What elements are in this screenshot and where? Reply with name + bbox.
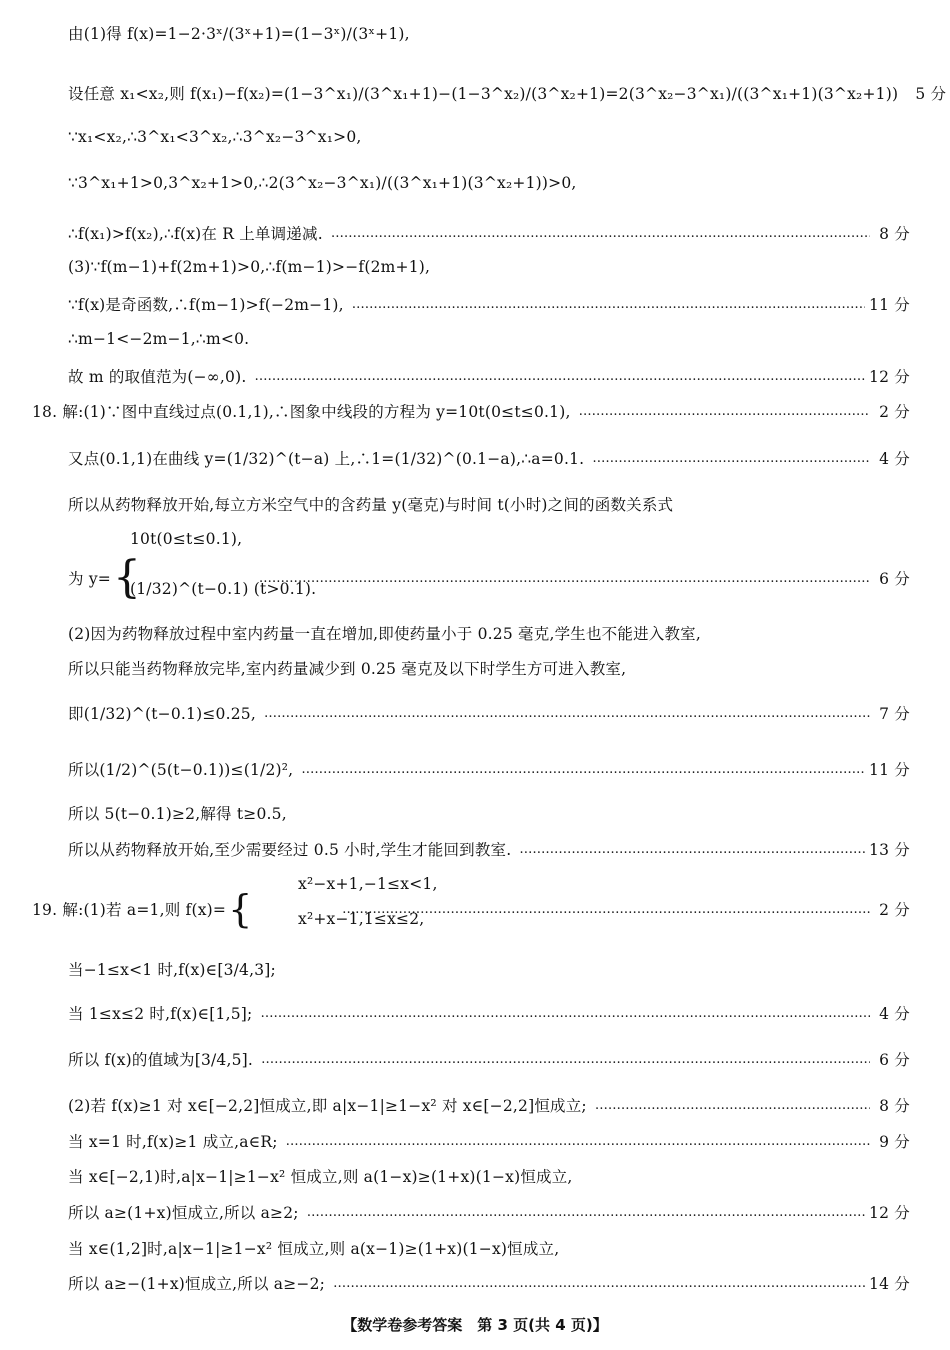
leader-dots: [333, 1276, 865, 1291]
score-label: 14 分: [869, 1275, 910, 1293]
score-label: 6 分: [879, 570, 910, 588]
line-3: ∵x₁<x₂,∴3^x₁<3^x₂,∴3^x₂−3^x₁>0,: [68, 128, 362, 146]
line-2: 设任意 x₁<x₂,则 f(x₁)−f(x₂)=(1−3^x₁)/(3^x₁+1)−(1−3^x₂)/(3^x₂+1)=2(3^x₂−3^x₁)/((3^x₁+1)(3^x₂+1)) 5 分: [68, 82, 910, 104]
score-label: 11 分: [869, 761, 910, 779]
leader-dots: [331, 226, 870, 241]
line-19: 所以从药物释放开始,至少需要经过 0.5 小时,学生才能回到教室. …………………………………………………………………………………………………………………………………………………………………………………………………………………………………………… 13 分: [68, 838, 910, 860]
score-label: 9 分: [879, 1133, 910, 1151]
line-17: 所以(1/2)^(5(t−0.1))≤(1/2)², …………………………………………………………………………………………………………………………………………………………………………………………………………………………………………… 11 分: [68, 758, 910, 780]
leader-dots: [254, 369, 865, 384]
line-20-case-2: x²+x−1,1≤x≤2,: [298, 910, 425, 928]
score-label: 12 分: [869, 1204, 910, 1222]
line-1: 由(1)得 f(x)=1−2·3ˣ/(3ˣ+1)=(1−3ˣ)/(3ˣ+1),: [68, 25, 410, 43]
score-label: 11 分: [869, 296, 910, 314]
line-20-case-1: x²−x+1,−1≤x<1,: [298, 875, 438, 893]
score-label: 12 分: [869, 368, 910, 386]
line-29: 所以 a≥−(1+x)恒成立,所以 a≥−2; …………………………………………………………………………………………………………………………………………………………………………………………………………………………………………… 14 分: [68, 1272, 910, 1294]
line-22: 当 1≤x≤2 时,f(x)∈[1,5]; …………………………………………………………………………………………………………………………………………………………………………………………………………………………………………… 4 分: [68, 1002, 910, 1024]
left-brace-icon: {: [228, 887, 253, 931]
left-brace-icon: {: [112, 552, 142, 603]
score-label: 2 分: [879, 901, 910, 919]
leader-dots: [301, 762, 865, 777]
line-27: 所以 a≥(1+x)恒成立,所以 a≥2; …………………………………………………………………………………………………………………………………………………………………………………………………………………………………………… 12 分: [68, 1201, 910, 1223]
score-label: 5 分: [915, 85, 947, 103]
line-12: 所以从药物释放开始,每立方米空气中的含药量 y(毫克)与时间 t(小时)之间的函数关系式: [68, 496, 674, 514]
line-18: 所以 5(t−0.1)≥2,解得 t≥0.5,: [68, 805, 287, 823]
line-11: 又点(0.1,1)在曲线 y=(1/32)^(t−a) 上,∴1=(1/32)^(0.1−a),∴a=0.1. …………………………………………………………………………………………………………………………………………………………………………………………………………………………………………… 4 分: [68, 447, 910, 469]
score-label: 6 分: [879, 1051, 910, 1069]
line-7: ∵f(x)是奇函数,∴f(m−1)>f(−2m−1), …………………………………………………………………………………………………………………………………………………………………………………………………………………………………………… 11 分: [68, 293, 910, 315]
leader-dots: [307, 1205, 865, 1220]
leader-dots: [264, 706, 870, 721]
line-15: 所以只能当药物释放完毕,室内药量减少到 0.25 毫克及以下时学生方可进入教室,: [68, 660, 627, 678]
line-13-case-2: (1/32)^(t−0.1) (t>0.1).: [130, 580, 317, 598]
score-label: 8 分: [879, 1097, 910, 1115]
line-24: (2)若 f(x)≥1 对 x∈[−2,2]恒成立,即 a|x−1|≥1−x² 对 x∈[−2,2]恒成立; …………………………………………………………………………………………………………………………………………………………………………………………………………………………………………… 8 分: [68, 1094, 910, 1116]
score-label: 4 分: [879, 1005, 910, 1023]
line-16: 即(1/32)^(t−0.1)≤0.25, …………………………………………………………………………………………………………………………………………………………………………………………………………………………………………… 7 分: [68, 702, 910, 724]
leader-dots: [579, 404, 870, 419]
leader-dots: [519, 842, 865, 857]
line-23: 所以 f(x)的值域为[3/4,5]. …………………………………………………………………………………………………………………………………………………………………………………………………………………………………………… 6 分: [68, 1048, 910, 1070]
line-4: ∵3^x₁+1>0,3^x₂+1>0,∴2(3^x₂−3^x₁)/((3^x₁+1)(3^x₂+1))>0,: [68, 174, 577, 192]
line-13: 为 y= { …………………………………………………………………………………………………………………………………………………………………………………………………………………………………………… 6 分: [68, 556, 910, 600]
score-label: 8 分: [879, 225, 910, 243]
line-14: (2)因为药物释放过程中室内药量一直在增加,即使药量小于 0.25 毫克,学生也不能进入教室,: [68, 625, 702, 643]
leader-dots: [261, 1052, 870, 1067]
line-10: 18. 解:(1)∵图中直线过点(0.1,1),∴图象中线段的方程为 y=10t(0≤t≤0.1), …………………………………………………………………………………………………………………………………………………………………………………………………………………………………………… 2 分: [32, 400, 910, 422]
score-label: 13 分: [869, 841, 910, 859]
leader-dots: [260, 1006, 870, 1021]
line-28: 当 x∈(1,2]时,a|x−1|≥1−x² 恒成立,则 a(x−1)≥(1+x)(1−x)恒成立,: [68, 1240, 560, 1258]
line-6: (3)∵f(m−1)+f(2m+1)>0,∴f(m−1)>−f(2m+1),: [68, 258, 431, 276]
leader-dots: [352, 297, 865, 312]
line-9: 故 m 的取值范为(−∞,0). …………………………………………………………………………………………………………………………………………………………………………………………………………………………………………… 12 分: [68, 365, 910, 387]
line-13-case-1: 10t(0≤t≤0.1),: [130, 530, 243, 548]
line-8: ∴m−1<−2m−1,∴m<0.: [68, 330, 250, 348]
leader-dots: [595, 1098, 870, 1113]
line-20: 19. 解:(1)若 a=1,则 f(x)= { …………………………………………………………………………………………………………………………………………………………………………………………………………………………………………… 2 分: [32, 890, 910, 928]
line-21: 当−1≤x<1 时,f(x)∈[3/4,3];: [68, 961, 276, 979]
line-5: ∴f(x₁)>f(x₂),∴f(x)在 R 上单调递减. …………………………………………………………………………………………………………………………………………………………………………………………………………………………………………… 8 分: [68, 222, 910, 244]
line-26: 当 x∈[−2,1)时,a|x−1|≥1−x² 恒成立,则 a(1−x)≥(1+x)(1−x)恒成立,: [68, 1168, 573, 1186]
score-label: 7 分: [879, 705, 910, 723]
line-25: 当 x=1 时,f(x)≥1 成立,a∈R; …………………………………………………………………………………………………………………………………………………………………………………………………………………………………………… 9 分: [68, 1130, 910, 1152]
leader-dots: [286, 1134, 870, 1149]
score-label: 4 分: [879, 450, 910, 468]
page-footer: 【数学卷参考答案 第 3 页(共 4 页)】: [342, 1316, 608, 1334]
score-label: 2 分: [879, 403, 910, 421]
leader-dots: [592, 451, 870, 466]
